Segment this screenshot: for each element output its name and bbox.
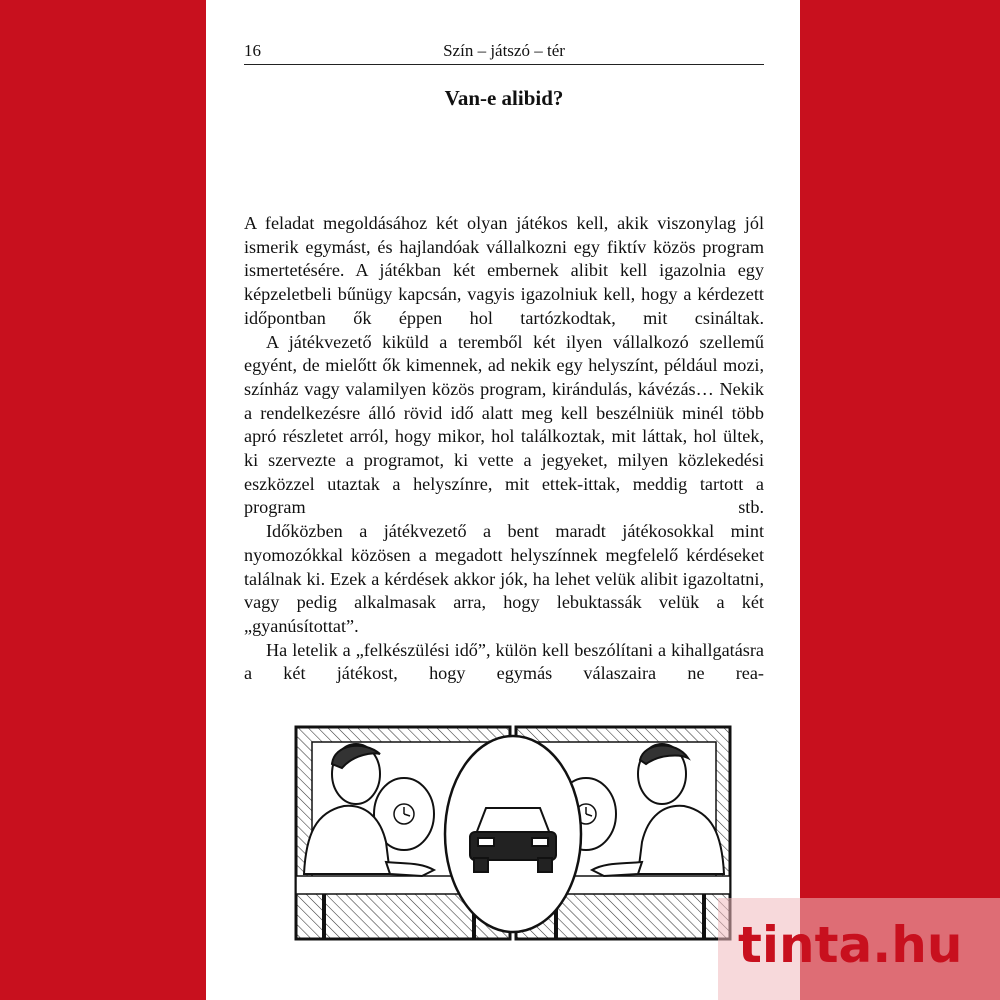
watermark-text: tinta.hu — [738, 916, 963, 974]
paragraph-1: A feladat megoldásához két olyan játékos kell, akik viszonylag jól ismerik egymást, és hajlandóak vállalkozni egy fiktív közös program ismertetésére. A játékban két embernek alibit kell igazolnia egy képzeletbeli bűnügy kapcsán, vagyis igazolniuk kell, hogy a kérdezett időpontban ők éppen hol tartózkodtak, mit csináltak. — [244, 213, 764, 328]
paragraph-3: Időközben a játékvezető a bent maradt játékosokkal mint nyomozókkal közösen a megadott helyszínnek megfelelő kérdéseket találnak ki. Ezek a kérdések akkor jók, ha lehet velük alibit igazoltatni, vagy pedig alkalmasak arra, hogy lebuktassák velük a két „gyanúsítottat”. — [244, 521, 764, 636]
body-text — [244, 212, 764, 686]
running-title: Szín – játszó – tér — [443, 41, 565, 60]
page-number: 16 — [244, 41, 261, 60]
paragraph-2: A játékvezető kiküld a teremből két ilyen vállalkozó szellemű egyént, de mielőtt ők kimennek, ad nekik egy helyszínt, például mozi, színház vagy valamilyen közös program, kirándulás, kávézás… Nekik a rendelkezésre álló rövid idő alatt meg kell beszélniük minél több apró részletet arról, hogy mikor, hol találkoztak, mit láttak, hol ültek, ki szervezte a programot, ki vette a jegyeket, milyen közlekedési eszközzel utaztak a helyszínre, mit ettek-ittak, meddig tartott a program stb. — [244, 331, 764, 518]
chapter-title: Van-e alibid? — [444, 86, 564, 110]
alibi-illustration — [294, 724, 734, 944]
watermark — [718, 898, 1000, 1000]
car-vision — [445, 736, 581, 932]
paragraph-4: Ha letelik a „felkészülési idő”, külön kell beszólítani a kihallgatásra a két játékost, hogy egymás válaszaira ne rea- — [244, 639, 764, 684]
book-page — [206, 0, 800, 1000]
running-head — [244, 40, 764, 65]
